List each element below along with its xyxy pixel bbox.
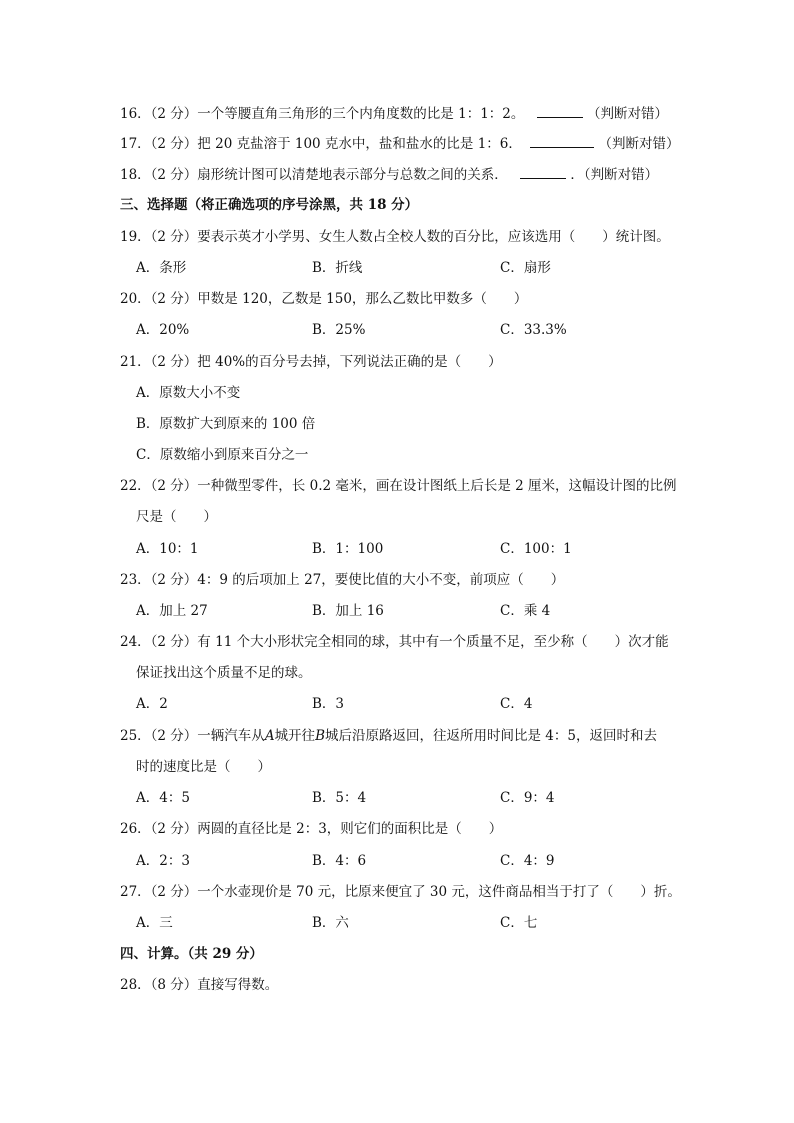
section-heading-calculation: 四、计算。（共 29 分） (120, 946, 263, 962)
question-23: 23．（2 分）4：9 的后项加上 27，要使比值的大小不变，前项应（ ） (120, 572, 565, 588)
question-25-options (136, 788, 736, 808)
option-b[interactable]: B．25% (312, 322, 366, 338)
question-28: 28．（8 分）直接写得数。 (120, 977, 279, 993)
question-17-tail: （判断对错） (598, 136, 680, 152)
option-c[interactable]: C．9：4 (500, 790, 555, 806)
question-19: 19．（2 分）要表示英才小学男、女生人数占全校人数的百分比，应该选用（ ）统计图。 (120, 229, 670, 245)
question-24-options (136, 694, 736, 714)
question-18-tail: ．（判断对错） (570, 167, 659, 183)
answer-blank[interactable] (530, 133, 594, 148)
question-27: 27．（2 分）一个水壶现价是 70 元，比原来便宜了 30 元，这件商品相当于打了（ ）折。 (120, 884, 681, 900)
question-16-tail: （判断对错） (586, 106, 668, 122)
question-25-part1: 25．（2 分）一辆汽车从 (120, 728, 265, 744)
question-17 (120, 133, 679, 154)
answer-blank[interactable] (537, 103, 583, 118)
option-c[interactable]: C．100：1 (500, 541, 572, 557)
option-c[interactable]: C．乘 4 (500, 603, 551, 619)
option-c[interactable]: C．七 (500, 915, 538, 931)
option-a[interactable]: A．20% (136, 322, 190, 338)
option-c[interactable]: C．4：9 (500, 853, 555, 869)
option-a[interactable]: A．2：3 (136, 853, 190, 869)
section-heading-choice: 三、选择题（将正确选项的序号涂黑，共 18 分） (120, 197, 419, 213)
question-23-options (136, 601, 736, 621)
city-a-label: A (264, 728, 275, 744)
question-25-line2: 时的速度比是（ ） (136, 759, 271, 775)
question-16-text: 16．（2 分）一个等腰直角三角形的三个内角度数的比是 1：1：2。 (120, 106, 525, 122)
question-22-line2: 尺是（ ） (136, 509, 217, 525)
option-a[interactable]: A．4：5 (136, 790, 190, 806)
option-b[interactable]: B．原数扩大到原来的 100 倍 (136, 416, 316, 432)
city-b-label: B (315, 728, 325, 744)
option-c[interactable]: C．4 (500, 696, 533, 712)
question-27-options (136, 913, 736, 933)
question-26: 26．（2 分）两圆的直径比是 2：3，则它们的面积比是（ ） (120, 821, 503, 837)
question-25-line1 (120, 726, 657, 746)
question-18-text: 18．（2 分）扇形统计图可以清楚地表示部分与总数之间的关系． (120, 167, 508, 183)
answer-blank[interactable] (520, 164, 566, 179)
option-b[interactable]: B．折线 (312, 260, 363, 276)
option-b[interactable]: B．3 (312, 696, 345, 712)
question-25-part3: 城后沿原路返回，往返所用时间比是 4：5，返回时和去 (324, 728, 657, 744)
option-b[interactable]: B．5：4 (312, 790, 367, 806)
question-24-line1: 24．（2 分）有 11 个大小形状完全相同的球，其中有一个质量不足，至少称（ ）次才能 (120, 634, 669, 650)
option-c[interactable]: C．原数缩小到原来百分之一 (136, 447, 309, 463)
option-c[interactable]: C．33.3% (500, 322, 567, 338)
question-19-options (136, 258, 736, 278)
question-18 (120, 164, 658, 185)
question-17-text: 17．（2 分）把 20 克盐溶于 100 克水中，盐和盐水的比是 1：6． (120, 136, 522, 152)
option-b[interactable]: B．1：100 (312, 541, 384, 557)
option-a[interactable]: A．2 (136, 696, 168, 712)
question-20: 20．（2 分）甲数是 120，乙数是 150，那么乙数比甲数多（ ） (120, 291, 528, 307)
question-21: 21．（2 分）把 40%的百分号去掉，下列说法正确的是（ ） (120, 354, 502, 370)
option-a[interactable]: A．10：1 (136, 541, 199, 557)
option-a[interactable]: A．条形 (136, 260, 187, 276)
question-22-options (136, 539, 736, 559)
question-16 (120, 103, 668, 124)
option-a[interactable]: A．原数大小不变 (136, 385, 241, 401)
question-25-part2: 城开往 (274, 728, 316, 744)
question-22-line1: 22．（2 分）一种微型零件，长 0.2 毫米，画在设计图纸上后长是 2 厘米，这幅设计图的比例 (120, 478, 677, 494)
option-a[interactable]: A．加上 27 (136, 603, 208, 619)
question-20-options (136, 320, 736, 340)
option-a[interactable]: A．三 (136, 915, 173, 931)
question-24-line2: 保证找出这个质量不足的球。 (136, 665, 312, 681)
question-26-options (136, 851, 736, 871)
option-c[interactable]: C．扇形 (500, 260, 551, 276)
option-b[interactable]: B．4：6 (312, 853, 367, 869)
option-b[interactable]: B．加上 16 (312, 603, 384, 619)
option-b[interactable]: B．六 (312, 915, 349, 931)
